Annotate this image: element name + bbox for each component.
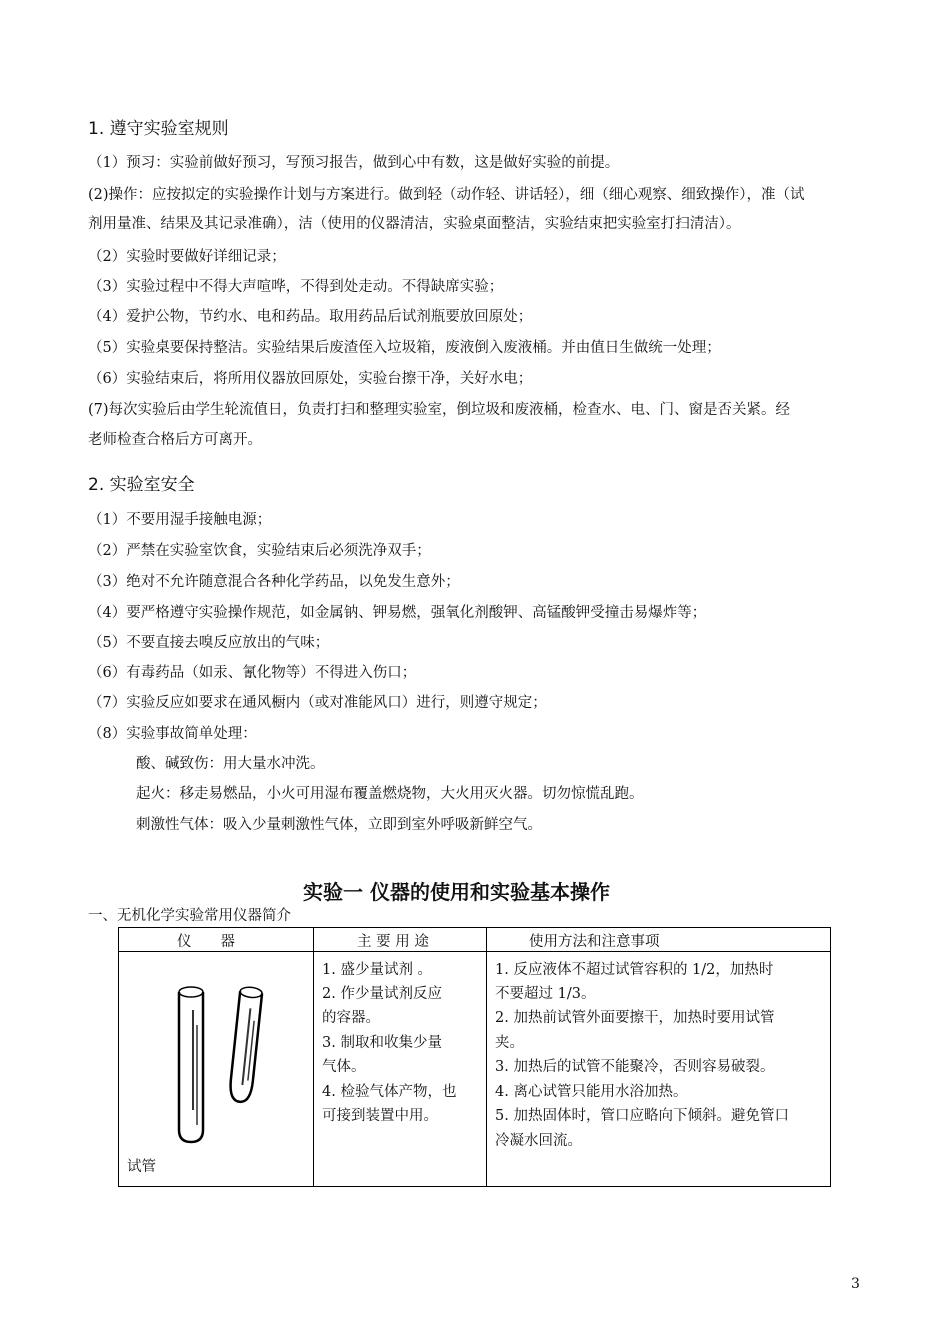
note-line: 夹。 xyxy=(495,1035,524,1051)
section-heading-lab-rules: 1. 遵守实验室规则 xyxy=(88,119,229,139)
rule-line: (2)操作：应按拟定的实验操作计划与方案进行。做到轻（动作轻、讲话轻），细（细心观察、细致操作），准（试 xyxy=(88,187,805,203)
use-line: 可接到装置中用。 xyxy=(322,1108,438,1124)
experiment-title: 实验一 仪器的使用和实验基本操作 xyxy=(303,880,610,904)
safety-line: （1）不要用湿手接触电源； xyxy=(88,512,272,528)
test-tube-icon xyxy=(169,980,279,1150)
note-line: 1. 反应液体不超过试管容积的 1/2，加热时 xyxy=(495,962,774,978)
experiment-subtitle: 一、无机化学实验常用仪器简介 xyxy=(88,908,291,924)
safety-line: （2）严禁在实验室饮食，实验结束后必须洗净双手； xyxy=(88,543,431,559)
rule-line: （4）爱护公物，节约水、电和药品。取用药品后试剂瓶要放回原处； xyxy=(88,309,533,325)
use-line: 1. 盛少量试剂 。 xyxy=(322,962,433,978)
safety-line: （7）实验反应如要求在通风橱内（或对准能风口）进行，则遵守规定； xyxy=(88,695,547,711)
use-line: 气体。 xyxy=(322,1059,366,1075)
rule-line: （6）实验结束后，将所用仪器放回原处，实验台擦干净，关好水电； xyxy=(88,371,533,387)
use-line: 2. 作少量试剂反应 xyxy=(322,986,442,1002)
accident-line: 刺激性气体：吸入少量刺激性气体，立即到室外呼吸新鲜空气。 xyxy=(136,817,542,833)
safety-line: （6）有毒药品（如汞、氰化物等）不得进入伤口； xyxy=(88,665,417,681)
rule-line: (7)每次实验后由学生轮流值日，负责打扫和整理实验室，倒垃圾和废液桶，检查水、电、门、窗是否关紧。经 xyxy=(88,402,791,418)
note-line: 3. 加热后的试管不能聚冷，否则容易破裂。 xyxy=(495,1059,775,1075)
safety-line: （3）绝对不允许随意混合各种化学药品，以免发生意外； xyxy=(88,574,460,590)
note-line: 4. 离心试管只能用水浴加热。 xyxy=(495,1084,688,1100)
header-main-use: 主 要 用 途 xyxy=(357,934,429,950)
use-line: 3. 制取和收集少量 xyxy=(322,1035,442,1051)
header-usage-notes: 使用方法和注意事项 xyxy=(529,934,660,950)
table-divider xyxy=(313,928,314,1186)
page-number: 3 xyxy=(851,1276,860,1292)
note-line: 2. 加热前试管外面要擦干，加热时要用试管 xyxy=(495,1010,775,1026)
note-line: 冷凝水回流。 xyxy=(495,1133,582,1149)
table-divider xyxy=(486,928,487,1186)
rule-line: （5）实验桌要保持整洁。实验结果后废渣侄入垃圾箱，废液倒入废液桶。并由值日生做统一处理； xyxy=(88,340,721,356)
rule-line: （1）预习：实验前做好预习，写预习报告，做到心中有数，这是做好实验的前提。 xyxy=(88,155,620,171)
header-instrument: 仪 器 xyxy=(177,934,235,950)
rule-line: 老师检查合格后方可离开。 xyxy=(88,432,262,448)
safety-line: （5）不要直接去嗅反应放出的气味； xyxy=(88,635,330,651)
instrument-name: 试管 xyxy=(127,1159,156,1175)
table-header-divider xyxy=(119,951,830,952)
section-heading-lab-safety: 2. 实验室安全 xyxy=(88,475,195,495)
rule-line: 剂用量准、结果及其记录准确），洁（使用的仪器清洁，实验桌面整洁，实验结束把实验室打扫清洁）。 xyxy=(88,216,741,232)
safety-line: （8）实验事故简单处理： xyxy=(88,726,257,742)
accident-line: 起火：移走易燃品，小火可用湿布覆盖燃烧物，大火用灭火器。切勿惊慌乱跑。 xyxy=(136,786,644,802)
accident-line: 酸、碱致伤：用大量水冲洗。 xyxy=(136,756,325,772)
note-line: 5. 加热固体时，管口应略向下倾斜。避免管口 xyxy=(495,1108,789,1124)
rule-line: （2）实验时要做好详细记录； xyxy=(88,249,286,265)
instrument-table xyxy=(118,927,831,1187)
use-line: 4. 检验气体产物，也 xyxy=(322,1084,457,1100)
use-line: 的容器。 xyxy=(322,1010,380,1026)
note-line: 不要超过 1/3。 xyxy=(495,986,596,1002)
safety-line: （4）要严格遵守实验操作规范，如金属钠、钾易燃，强氧化剂酸钾、高锰酸钾受撞击易爆炸等； xyxy=(88,605,707,621)
rule-line: （3）实验过程中不得大声喧哗，不得到处走动。不得缺席实验； xyxy=(88,279,504,295)
